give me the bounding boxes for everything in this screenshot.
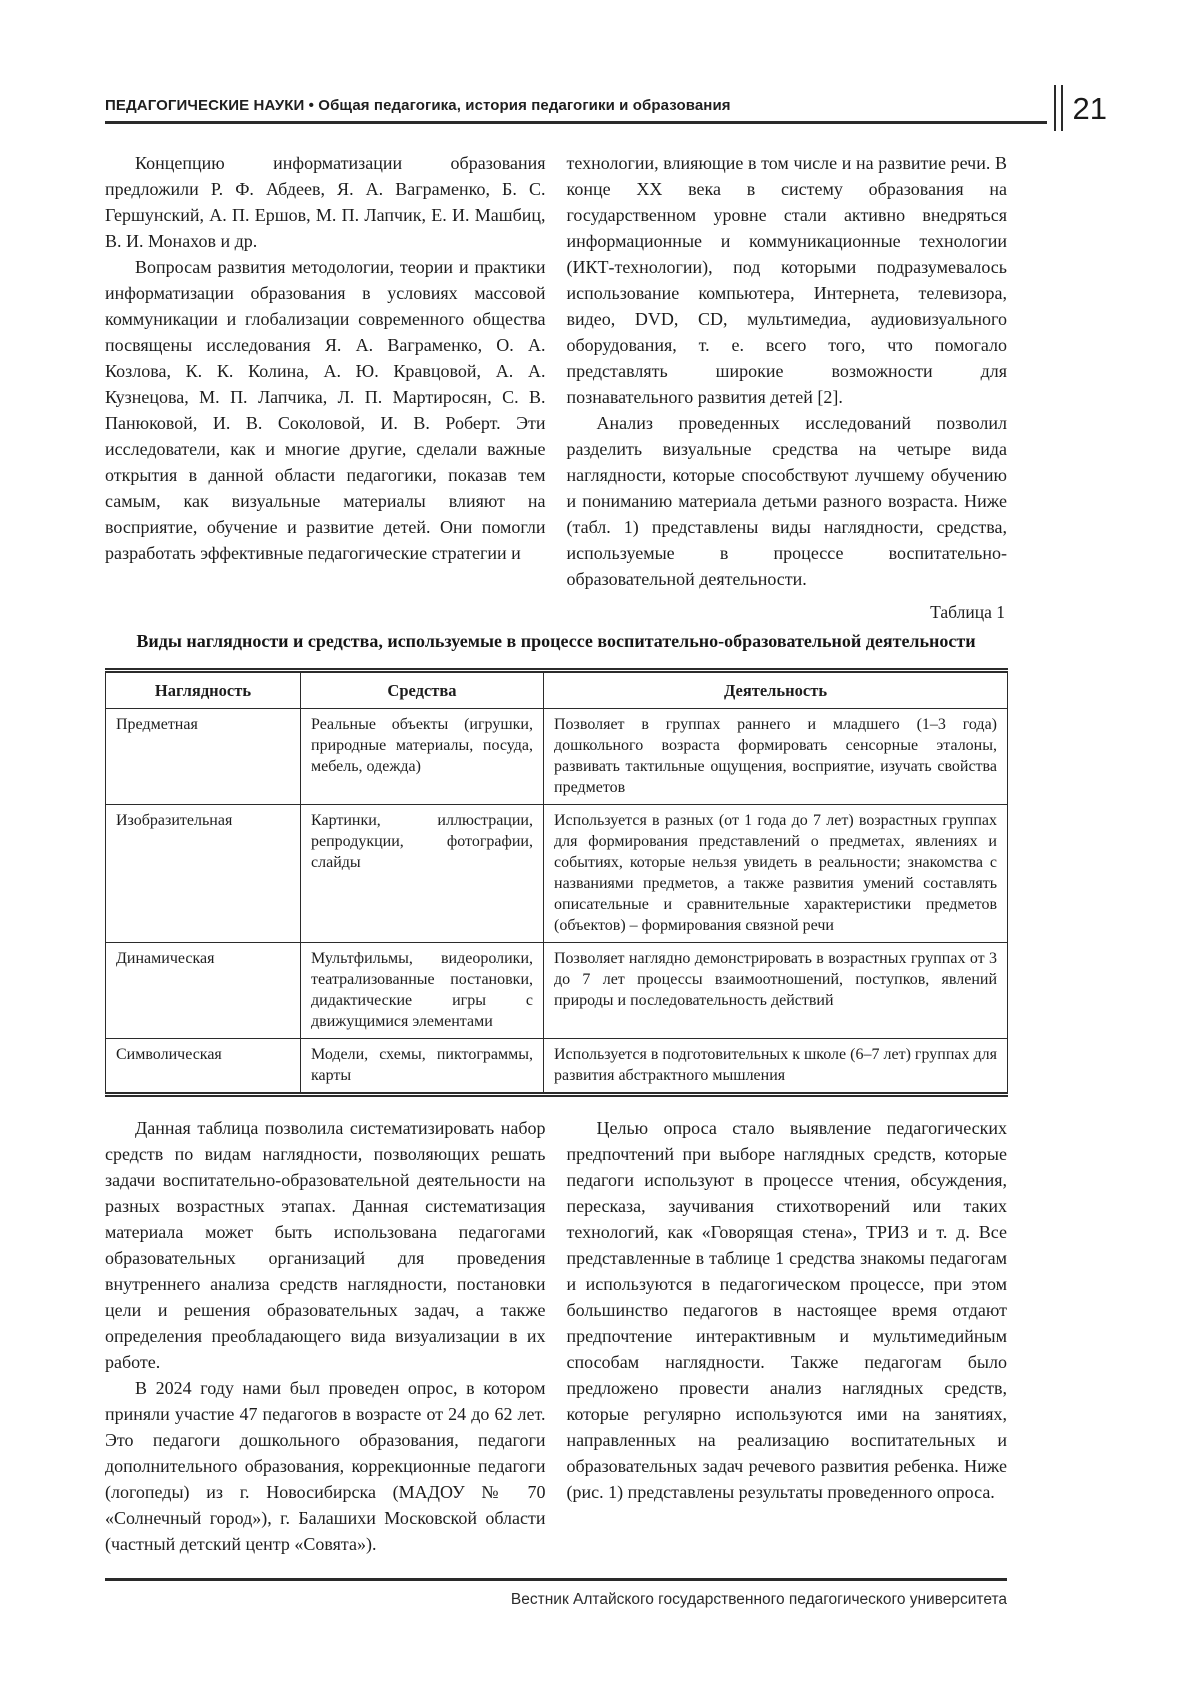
cell-means: Мультфильмы, видеоролики, театрализованные постановки, дидактические игры с движущимися элементами [301,943,544,1039]
table-row [106,943,1008,1039]
column-left-top [105,150,546,592]
page-number: 21 [1072,90,1107,126]
paragraph: Анализ проведенных исследований позволил разделить визуальные средства на четыре вида наглядности, которые способствуют лучшему обучению и пониманию материала детьми разного возраста. Ниже (табл. 1) представлены виды наглядности, средства, используемые в процессе воспитательно-образовательной деятельности. [566,413,1007,589]
footer-rule [105,1578,1007,1581]
table-row [106,709,1008,805]
table-label: Таблица 1 [930,602,1005,622]
cell-means: Реальные объекты (игрушки, природные материалы, посуда, мебель, одежда) [301,709,544,805]
cell-activity: Используется в разных (от 1 года до 7 лет) возрастных группах для формирования представлений о предметах, явлениях и событиях, которые нельзя увидеть в реальности; знакомства с названиями предметов, а также развития умений составлять описательные и сравнительные характеристики предметов (объектов) – формирования связной речи [544,805,1008,943]
table-block [105,602,1007,1097]
column-header-activity: Деятельность [544,671,1008,709]
paragraph: Целью опроса стало выявление педагогических предпочтений при выборе наглядных средств, которые педагоги используют в процессе чтения, обсуждения, пересказа, заучивания стихотворений или таких технологий, как «Говорящая стена», ТРИЗ и т. д. Все представленные в таблице 1 средства знакомы педагогам и используются в педагогическом процессе, при этом большинство педагогов в настоящее время отдают предпочтение интерактивным и мультимедийным способам наглядности. Также педагогам было предложено провести анализ наглядных средств, которые регулярно используются ими на занятиях, направленных на реализацию воспитательных и образовательных задач речевого развития ребенка. Ниже (рис. 1) представлены результаты проведенного опроса. [566,1118,1007,1502]
journal-footer-title: Вестник Алтайского государственного педагогического университета [510,1591,1007,1608]
column-header-kind: Наглядность [106,671,301,709]
cell-activity: Позволяет наглядно демонстрировать в возрастных группах от 3 до 7 лет процессы взаимоотношений, поступков, явлений природы и последовательность действий [544,943,1008,1039]
column-left-bottom [105,1115,546,1557]
table-caption: Виды наглядности и средства, используемые в процессе воспитательно-образовательной деятельности [136,631,976,651]
table-header-row [106,671,1008,709]
cell-means: Картинки, иллюстрации, репродукции, фотографии, слайды [301,805,544,943]
paragraph: В 2024 году нами был проведен опрос, в котором приняли участие 47 педагогов в возрасте от 24 до 62 лет. Это педагоги дошкольного образования, педагоги дополнительного образования, коррекционные педагоги (логопеды) из г. Новосибирска (МАДОУ № 70 «Солнечный город»), г. Балашихи Московской области (частный детский центр «Совята»). [105,1378,546,1554]
column-right-top [567,150,1008,592]
column-header-means: Средства [301,671,544,709]
cell-kind: Символическая [106,1039,301,1095]
cell-kind: Предметная [106,709,301,805]
cell-kind: Изобразительная [106,805,301,943]
cell-means: Модели, схемы, пиктограммы, карты [301,1039,544,1095]
paragraph: Концепцию информатизации образования предложили Р. Ф. Абдеев, Я. А. Ваграменко, Б. С. Гершунский, А. П. Ершов, М. П. Лапчик, Е. И. Машбиц, В. И. Монахов и др. [105,153,546,251]
paragraph: Данная таблица позволила систематизировать набор средств по видам наглядности, позволяющих решать задачи воспитательно-образовательной деятельности на разных возрастных этапах. Данная систематизация материала может быть использована педагогами образовательных организаций для проведения внутреннего анализа средств наглядности, постановки цели и решения образовательных задач, а также определения преобладающего вида визуализации в их работе. [105,1118,546,1372]
paragraph: Вопросам развития методологии, теории и практики информатизации образования в условиях массовой коммуникации и глобализации современного общества посвящены исследования Я. А. Ваграменко, О. А. Козлова, К. К. Колина, А. Ю. Кравцовой, А. А. Кузнецова, М. П. Лапчика, Л. П. Мартиросян, С. В. Панюковой, И. В. Соколовой, И. В. Роберт. Эти исследователи, как и многие другие, сделали важные открытия в данной области педагогики, показав тем самым, как визуальные материалы влияют на восприятие, обучение и развитие детей. Они помогли разработать эффективные педагогические стратегии и [105,257,546,563]
paragraph: технологии, влияющие в том числе и на развитие речи. В конце XX века в систему образования на государственном уровне стали активно внедряться информационные и коммуникационные технологии (ИКТ-технологии), под которыми подразумевалось использование компьютера, Интернета, телевизора, видео, DVD, CD, мультимедиа, аудиовизуального оборудования, т. е. всего того, что помогало представлять широкие возможности для познавательного развития детей [2]. [566,153,1007,407]
running-head-title: ПЕДАГОГИЧЕСКИЕ НАУКИ • Общая педагогика, история педагогики и образования [105,97,731,114]
double-bar-ornament [1054,85,1063,131]
cell-activity: Позволяет в группах раннего и младшего (1–3 года) дошкольного возраста формировать сенсорные эталоны, развивать тактильные ощущения, восприятие, изучать свойства предметов [544,709,1008,805]
columns-top [105,150,1007,592]
page-number-block [1054,84,1107,132]
article-body [105,150,1007,1557]
cell-activity: Используется в подготовительных к школе (6–7 лет) группах для развития абстрактного мышления [544,1039,1008,1095]
cell-kind: Динамическая [106,943,301,1039]
running-head-rule [105,121,1047,124]
table-row [106,1039,1008,1095]
column-right-bottom [567,1115,1008,1557]
table-row [106,805,1008,943]
visual-aids-table [105,668,1008,1097]
columns-bottom [105,1115,1007,1557]
